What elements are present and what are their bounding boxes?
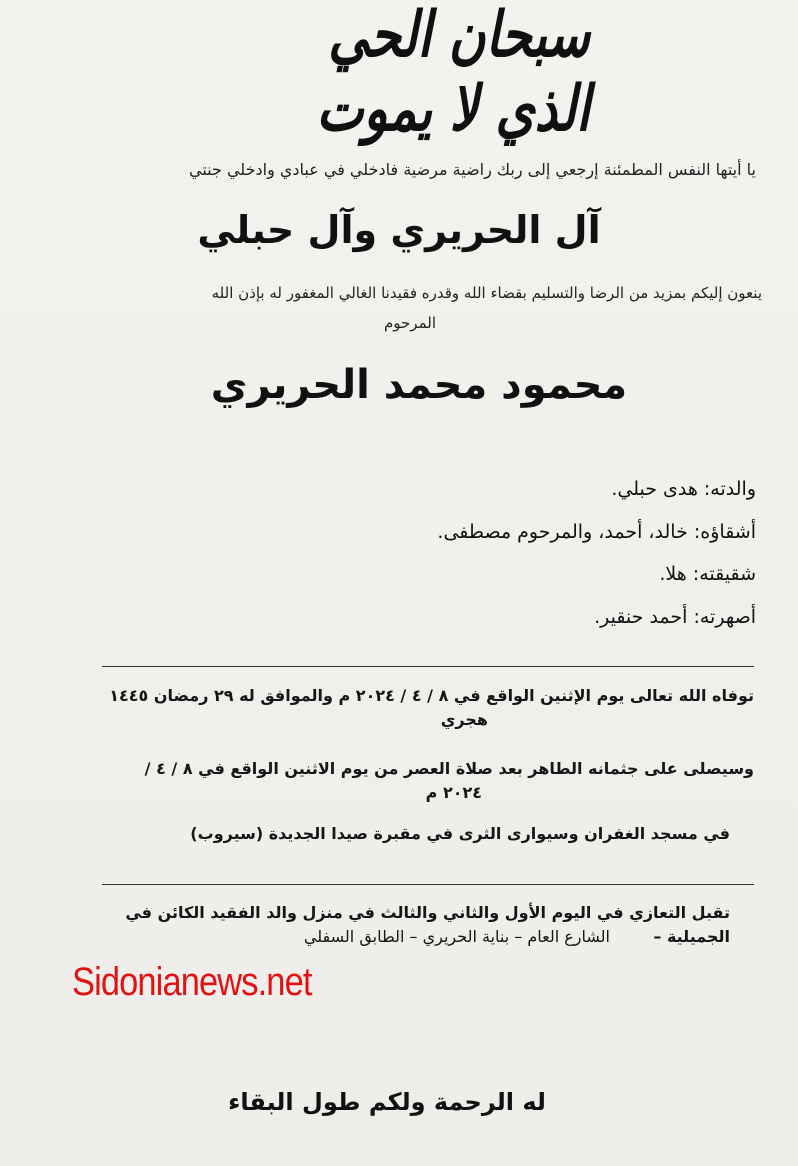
death-date-line-1: توفاه الله تعالى يوم الإثنين الواقع في ٨ / ٤ / ٢٠٢٤ م والموافق له ٢٩ رمضان ١٤٤٥ [109,686,754,705]
prayer-line-1: وسيصلى على جثمانه الطاهر بعد صلاة العصر من يوم الاثنين الواقع في ٨ / ٤ / [144,759,754,778]
announcement-line-2: المرحوم [384,314,436,332]
quran-verse: يا أيتها النفس المطمئنة إرجعي إلى ربك راضية مرضية فادخلي في عبادي وادخلي جنتي [189,160,756,179]
relative-in-laws: أصهرته: أحمد حنقير. [594,606,756,628]
divider-top [102,666,754,667]
death-date-line-2: هجري [440,710,488,729]
families-title: آل الحريري وآل حبلي [197,208,601,252]
condolences-line-1: تقبل التعازي في اليوم الأول والثاني والثالث في منزل والد الفقيد الكائن في الجميلية – [125,903,730,946]
relative-mother: والدته: هدى حبلي. [611,478,756,500]
closing-line: له الرحمة ولكم طول البقاء [228,1088,546,1116]
calligraphy-header: سبحان الحي الذي لا يموت [316,0,590,145]
announcement-line-1: ينعون إليكم بمزيد من الرضا والتسليم بقضاء الله وقدره فقيدنا الغالي المغفور له بإذن الله [211,284,762,302]
prayer-line-2: ٢٠٢٤ م [425,783,482,802]
burial-location: في مسجد الغفران وسيوارى الثرى في مقبرة صيدا الجديدة (سيروب) [190,824,730,843]
deceased-name: محمود محمد الحريري [210,362,628,408]
condolences-line-2: الشارع العام – بناية الحريري – الطابق السفلي [303,927,610,946]
watermark: Sidonianews.net [72,960,312,1004]
relative-brothers: أشقاؤه: خالد، أحمد، والمرحوم مصطفى. [437,521,756,543]
divider-bottom [102,884,754,885]
relative-sister: شقيقته: هلا. [659,563,756,585]
